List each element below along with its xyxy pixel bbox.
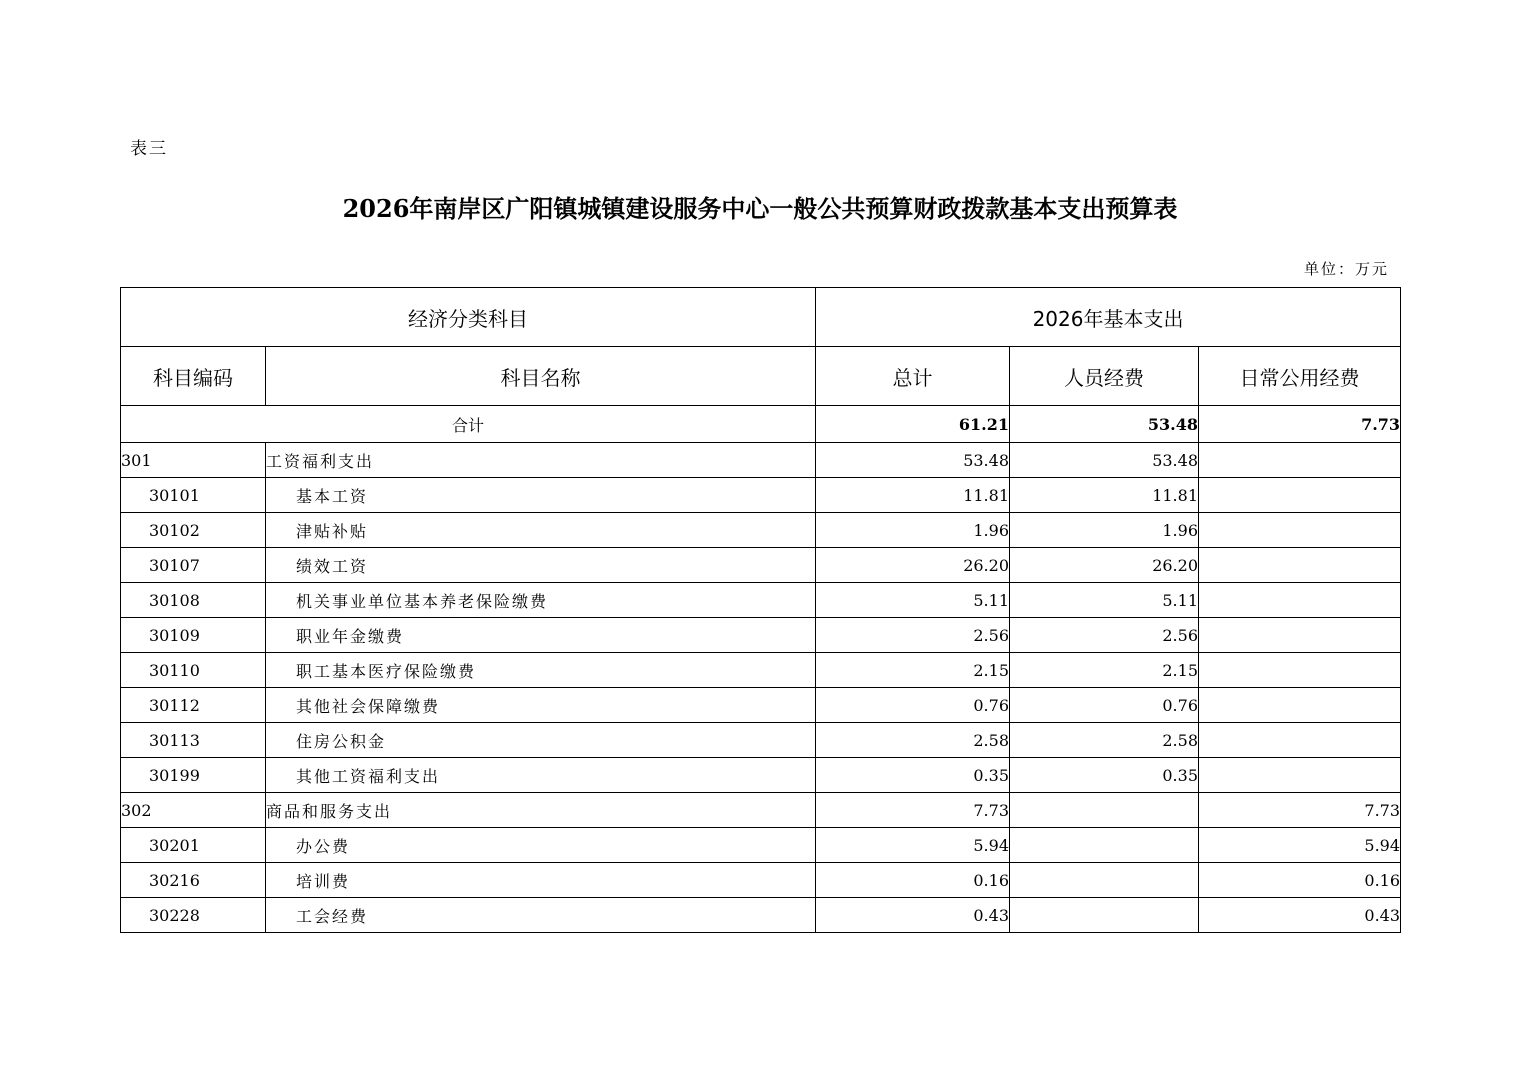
table-row [121,688,1401,723]
name-cell: 基本工资 [266,478,816,513]
public-cell [1199,548,1401,583]
name-cell: 津贴补贴 [266,513,816,548]
total-cell: 5.94 [816,828,1010,863]
name-cell: 机关事业单位基本养老保险缴费 [266,583,816,618]
public-cell [1199,688,1401,723]
name-cell: 住房公积金 [266,723,816,758]
total-cell: 0.76 [816,688,1010,723]
total-cell: 2.56 [816,618,1010,653]
name-cell: 工会经费 [266,898,816,933]
public-cell [1199,478,1401,513]
personnel-cell: 53.48 [1010,443,1199,478]
public-cell [1199,758,1401,793]
personnel-cell: 2.58 [1010,723,1199,758]
public-cell: 5.94 [1199,828,1401,863]
code-cell: 301 [121,443,266,478]
code-cell: 30107 [121,548,266,583]
code-cell: 30101 [121,478,266,513]
table-row [121,828,1401,863]
code-cell: 30216 [121,863,266,898]
table-row [121,863,1401,898]
table-row [121,758,1401,793]
total-row [121,406,1401,443]
table-row [121,548,1401,583]
code-cell: 30109 [121,618,266,653]
code-cell: 30113 [121,723,266,758]
personnel-cell [1010,898,1199,933]
total-cell: 11.81 [816,478,1010,513]
total-cell: 0.43 [816,898,1010,933]
total-cell: 26.20 [816,548,1010,583]
name-cell: 办公费 [266,828,816,863]
table-row [121,513,1401,548]
personnel-cell: 26.20 [1010,548,1199,583]
total-cell: 0.35 [816,758,1010,793]
table-row [121,583,1401,618]
code-cell: 30102 [121,513,266,548]
table-row [121,898,1401,933]
total-cell-public: 7.73 [1199,406,1401,443]
total-cell: 2.58 [816,723,1010,758]
code-cell: 30108 [121,583,266,618]
name-cell: 绩效工资 [266,548,816,583]
table-row [121,723,1401,758]
name-cell: 工资福利支出 [266,443,816,478]
total-cell: 5.11 [816,583,1010,618]
public-cell [1199,513,1401,548]
name-cell: 职业年金缴费 [266,618,816,653]
code-cell: 30112 [121,688,266,723]
name-cell: 其他工资福利支出 [266,758,816,793]
personnel-column-header: 人员经费 [1010,347,1199,406]
econ-category-header: 经济分类科目 [121,288,816,347]
total-cell-total: 61.21 [816,406,1010,443]
total-cell: 7.73 [816,793,1010,828]
code-cell: 302 [121,793,266,828]
public-cell: 0.16 [1199,863,1401,898]
unit-label: 单位：万元 [1303,260,1389,278]
table-row [121,618,1401,653]
name-cell: 培训费 [266,863,816,898]
personnel-cell: 2.15 [1010,653,1199,688]
code-column-header: 科目编码 [121,347,266,406]
public-column-header: 日常公用经费 [1199,347,1401,406]
personnel-cell: 2.56 [1010,618,1199,653]
table-label: 表三 [130,139,168,159]
basic-expenditure-header: 2026年基本支出 [816,288,1401,347]
table-row [121,443,1401,478]
table-row [121,653,1401,688]
total-column-header: 总计 [816,347,1010,406]
page-title: 2026年南岸区广阳镇城镇建设服务中心一般公共预算财政拨款基本支出预算表 [342,194,1178,223]
name-cell: 职工基本医疗保险缴费 [266,653,816,688]
total-label: 合计 [121,406,816,443]
personnel-cell: 5.11 [1010,583,1199,618]
total-cell-personnel: 53.48 [1010,406,1199,443]
public-cell: 7.73 [1199,793,1401,828]
code-cell: 30110 [121,653,266,688]
name-column-header: 科目名称 [266,347,816,406]
group-header-row [121,288,1401,347]
code-cell: 30228 [121,898,266,933]
total-cell: 2.15 [816,653,1010,688]
public-cell: 0.43 [1199,898,1401,933]
personnel-cell: 11.81 [1010,478,1199,513]
name-cell: 其他社会保障缴费 [266,688,816,723]
name-cell: 商品和服务支出 [266,793,816,828]
table-row [121,478,1401,513]
personnel-cell [1010,863,1199,898]
public-cell [1199,723,1401,758]
column-header-row [121,347,1401,406]
public-cell [1199,583,1401,618]
budget-table [120,287,1401,933]
personnel-cell [1010,793,1199,828]
personnel-cell: 0.76 [1010,688,1199,723]
personnel-cell: 0.35 [1010,758,1199,793]
personnel-cell [1010,828,1199,863]
personnel-cell: 1.96 [1010,513,1199,548]
code-cell: 30199 [121,758,266,793]
total-cell: 0.16 [816,863,1010,898]
code-cell: 30201 [121,828,266,863]
public-cell [1199,653,1401,688]
table-row [121,793,1401,828]
total-cell: 53.48 [816,443,1010,478]
public-cell [1199,443,1401,478]
total-cell: 1.96 [816,513,1010,548]
public-cell [1199,618,1401,653]
